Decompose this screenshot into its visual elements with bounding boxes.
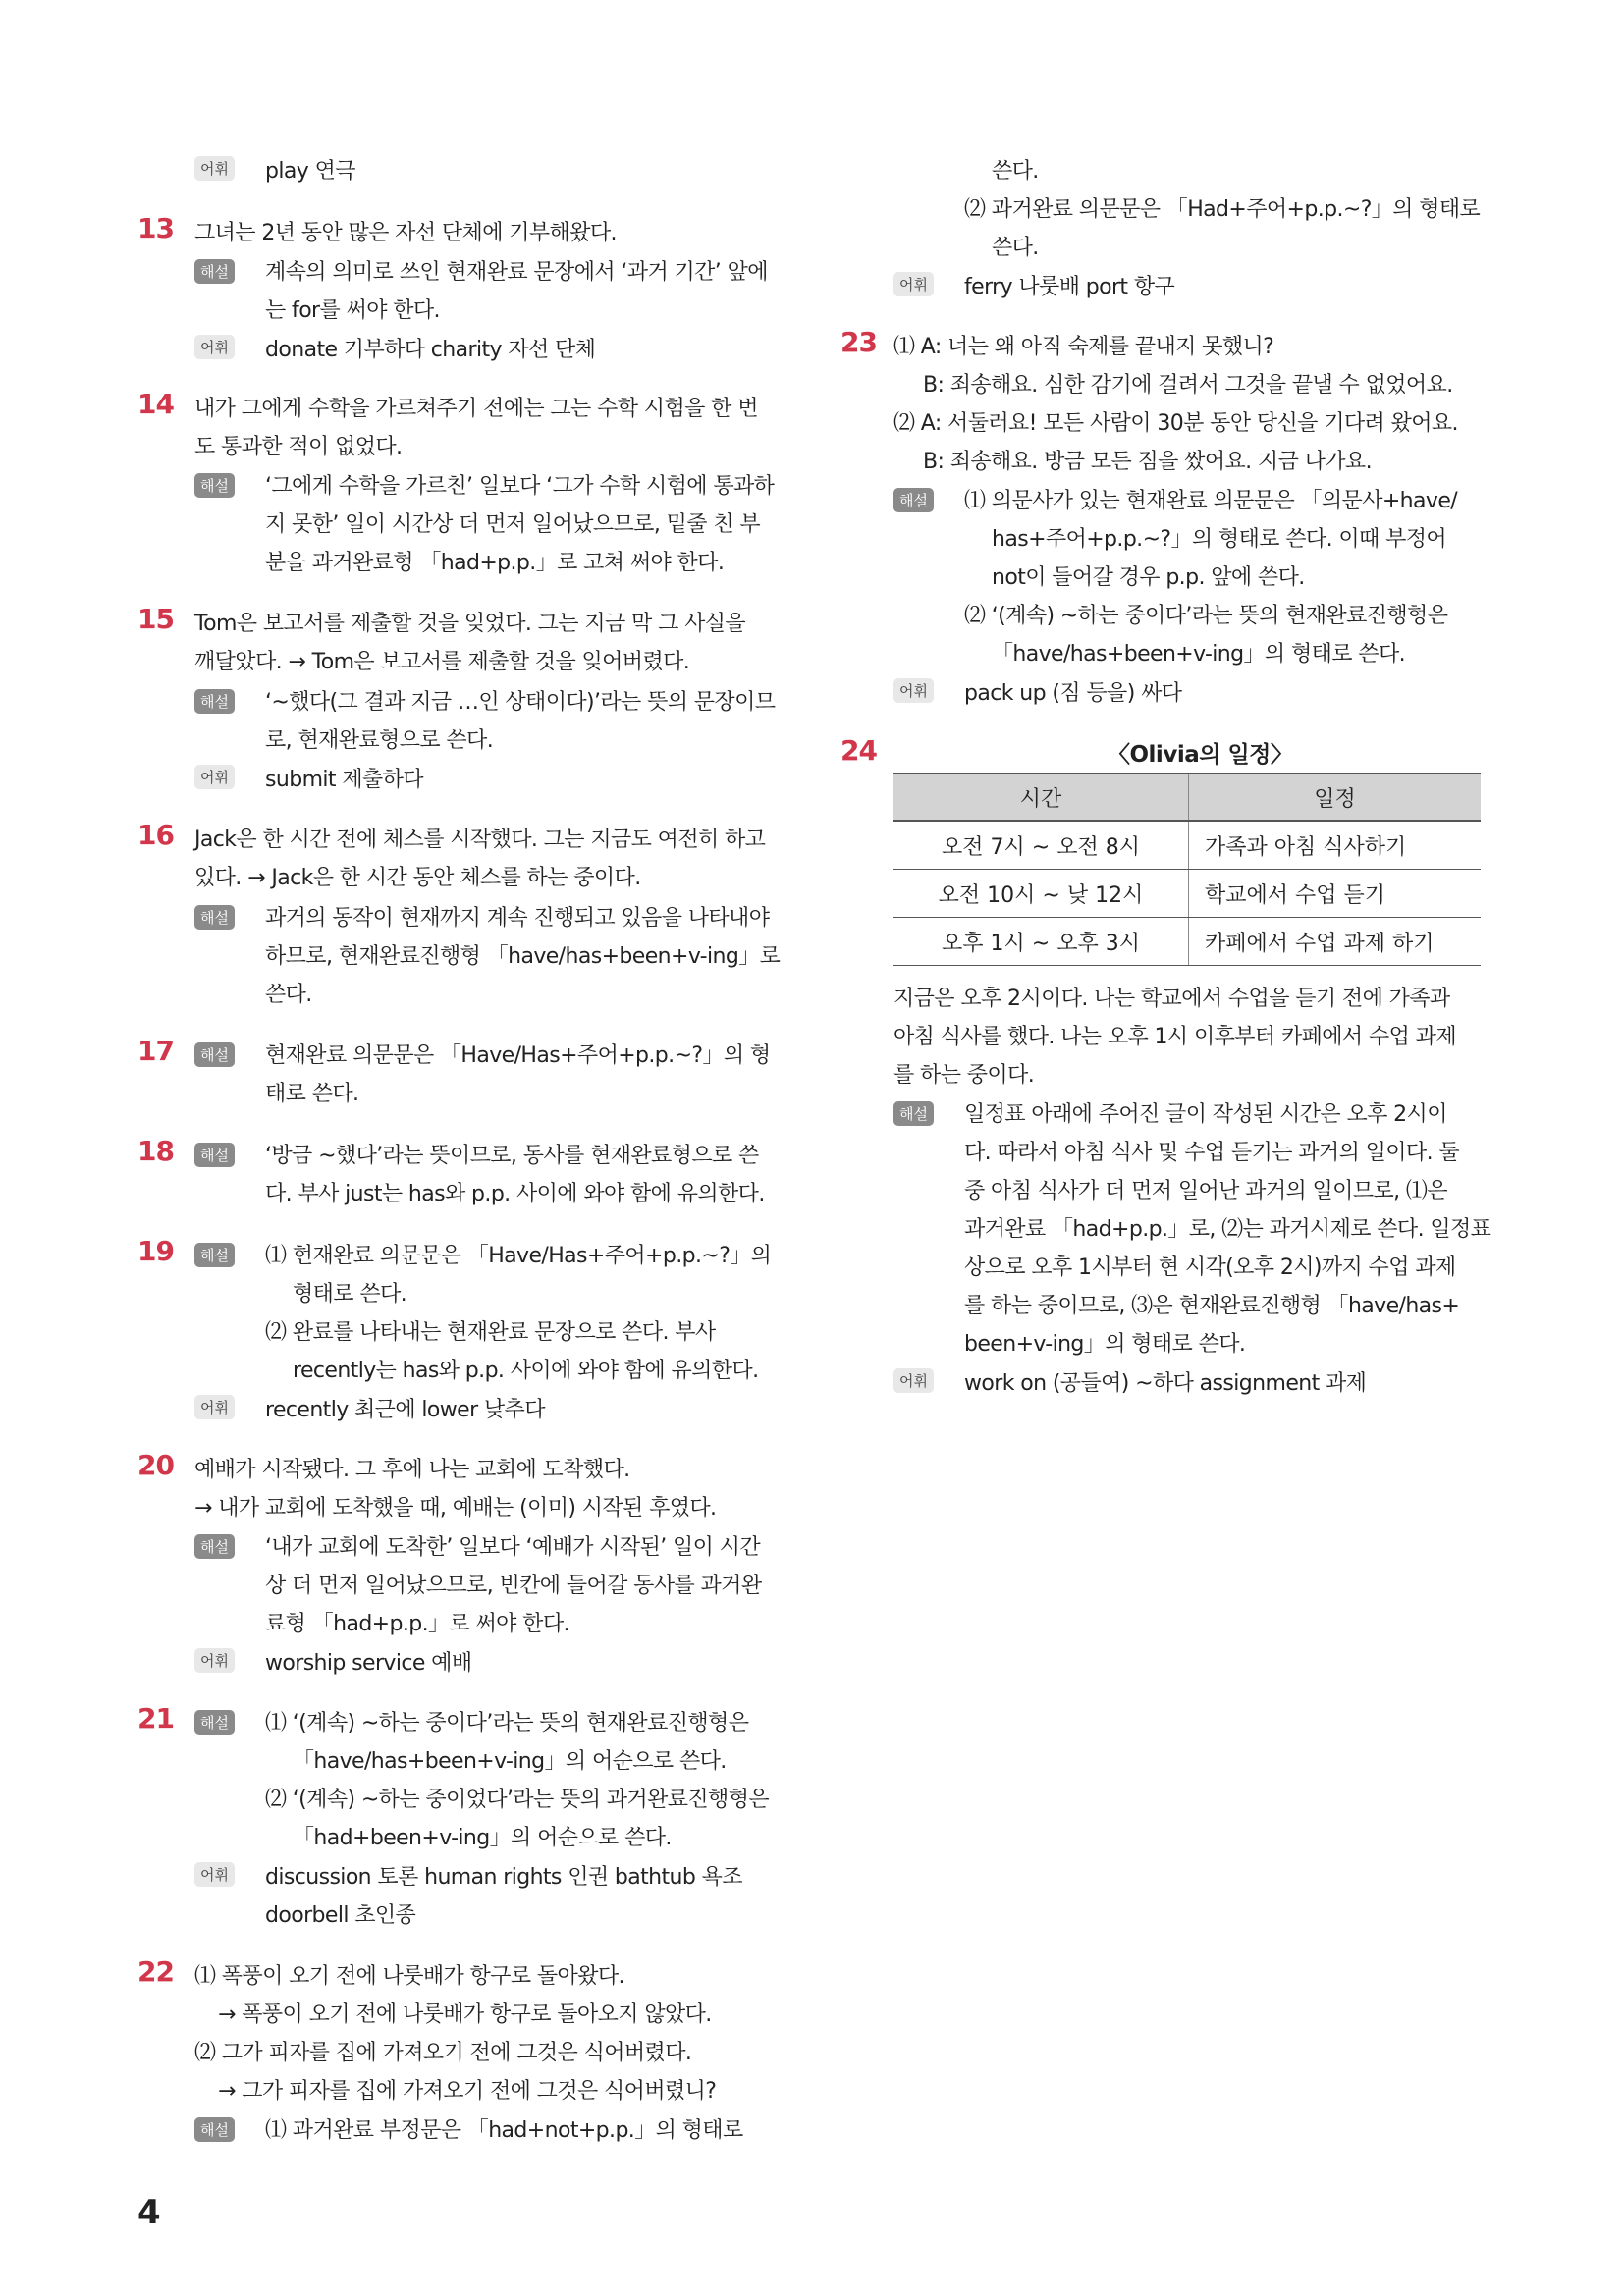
question-sentence: 깨달았다. → Tom은 보고서를 제출할 것을 잊어버렸다. [194, 650, 690, 674]
explanation-label: 해설 [194, 2117, 235, 2142]
question-number: 23 [840, 326, 877, 358]
question-sentence: Tom은 보고서를 제출할 것을 잊었다. 그는 지금 막 그 사실을 [194, 612, 746, 636]
page-number: 4 [137, 2193, 161, 2232]
explanation-line: ⑵ ‘(계속) ~하는 중이었다’라는 뜻의 과거완료진행형은 [265, 1788, 769, 1812]
vocab-text: work on (공들여) ~하다 assignment 과제 [964, 1371, 1367, 1396]
vocab-label: 어휘 [893, 1368, 934, 1393]
explanation-line: 중 아침 식사가 더 먼저 일어난 과거의 일이므로, ⑴은 [964, 1179, 1447, 1203]
explanation-line: has+주어+p.p.~?」의 형태로 쓴다. 이때 부정어 [992, 527, 1447, 552]
vocab-text: play 연극 [265, 159, 355, 184]
explanation-line: ‘그에게 수학을 가르친’ 일보다 ‘그가 수학 시험에 통과하 [265, 474, 775, 499]
vocab-label: 어휘 [893, 678, 934, 703]
explanation-line: 「had+been+v-ing」의 어순으로 쓴다. [293, 1826, 672, 1850]
vocab-label: 어휘 [194, 1862, 235, 1887]
explanation-label: 해설 [194, 1243, 235, 1267]
schedule-time-cell: 오전 10시 ~ 낮 12시 [893, 870, 1189, 918]
schedule-plan-cell: 카페에서 수업 과제 하기 [1189, 918, 1482, 966]
vocab-label: 어휘 [194, 1395, 235, 1419]
vocab-text: worship service 예배 [265, 1651, 472, 1676]
question-number: 15 [137, 603, 174, 635]
question-sentence: ⑴ 폭풍이 오기 전에 나룻배가 항구로 돌아왔다. [194, 1964, 624, 1989]
vocab-label: 어휘 [194, 156, 235, 181]
explanation-line: 지 못한’ 일이 시간상 더 먼저 일어났으므로, 밑줄 친 부 [265, 512, 761, 537]
question-number: 17 [137, 1035, 174, 1067]
vocab-text: pack up (짐 등을) 싸다 [964, 681, 1182, 706]
table-row [893, 821, 1481, 870]
schedule-time-cell: 오전 7시 ~ 오전 8시 [893, 821, 1189, 870]
explanation-line: 상으로 오후 1시부터 현 시각(오후 2시)까지 수업 과제 [964, 1255, 1456, 1280]
question-number: 19 [137, 1235, 174, 1267]
explanation-line: 다. 부사 just는 has와 p.p. 사이에 와야 함에 유의한다. [265, 1182, 765, 1206]
explanation-label: 해설 [194, 689, 235, 714]
question-number: 14 [137, 388, 174, 420]
passage-line: 아침 식사를 했다. 나는 오후 1시 이후부터 카페에서 수업 과제 [893, 1025, 1456, 1049]
table-row [893, 918, 1481, 966]
explanation-line: ‘방금 ~했다’라는 뜻이므로, 동사를 현재완료형으로 쓴 [265, 1144, 759, 1168]
explanation-line: 쓴다. [992, 159, 1039, 184]
explanation-line: recently는 has와 p.p. 사이에 와야 함에 유의한다. [293, 1359, 759, 1383]
explanation-line: 로, 현재완료형으로 쓴다. [265, 728, 494, 753]
schedule-header-time: 시간 [893, 774, 1189, 821]
schedule-time-cell: 오후 1시 ~ 오후 3시 [893, 918, 1189, 966]
question-number: 16 [137, 819, 174, 851]
explanation-line: ⑴ 과거완료 부정문은 「had+not+p.p.」의 형태로 [265, 2118, 743, 2143]
question-sentence: 있다. → Jack은 한 시간 동안 체스를 하는 중이다. [194, 866, 641, 890]
question-sentence: ⑵ 그가 피자를 집에 가져오기 전에 그것은 식어버렸다. [194, 2041, 692, 2065]
explanation-line: ⑴ 현재완료 의문문은 「Have/Has+주어+p.p.~?」의 [265, 1244, 772, 1268]
explanation-line: 료형 「had+p.p.」로 써야 한다. [265, 1612, 569, 1636]
vocab-text: donate 기부하다 charity 자선 단체 [265, 338, 596, 362]
explanation-label: 해설 [194, 1042, 235, 1067]
explanation-label: 해설 [194, 1143, 235, 1167]
vocab-label: 어휘 [194, 765, 235, 789]
explanation-label: 해설 [194, 905, 235, 930]
explanation-line: ⑵ 과거완료 의문문은 「Had+주어+p.p.~?」의 형태로 [964, 197, 1481, 222]
question-sentence: 도 통과한 적이 없었다. [194, 435, 403, 459]
schedule-header-plan: 일정 [1189, 774, 1482, 821]
explanation-label: 해설 [194, 1710, 235, 1735]
explanation-line: 쓴다. [992, 236, 1039, 260]
explanation-line: 분을 과거완료형 「had+p.p.」로 고쳐 써야 한다. [265, 551, 725, 575]
explanation-line: 를 하는 중이므로, ⑶은 현재완료진행형 「have/has+ [964, 1294, 1460, 1318]
vocab-text: doorbell 초인종 [265, 1903, 416, 1928]
table-row [893, 870, 1481, 918]
vocab-label: 어휘 [194, 1648, 235, 1673]
explanation-line: 형태로 쓴다. [293, 1282, 407, 1307]
dialogue-line: ⑵ A: 서둘러요! 모든 사람이 30분 동안 당신을 기다려 왔어요. [893, 411, 1458, 436]
explanation-line: not이 들어갈 경우 p.p. 앞에 쓴다. [992, 565, 1305, 590]
vocab-label: 어휘 [194, 335, 235, 359]
explanation-line: 는 for를 써야 한다. [265, 298, 440, 323]
question-number: 24 [840, 734, 877, 767]
schedule-plan-cell: 가족과 아침 식사하기 [1189, 821, 1482, 870]
question-number: 21 [137, 1702, 174, 1735]
schedule-table [893, 773, 1481, 966]
schedule-header-row [893, 774, 1481, 821]
question-sentence: → 폭풍이 오기 전에 나룻배가 항구로 돌아오지 않았다. [218, 2002, 712, 2027]
question-number: 13 [137, 212, 174, 244]
question-sentence: Jack은 한 시간 전에 체스를 시작했다. 그는 지금도 여전히 하고 [194, 828, 766, 852]
schedule-plan-cell: 학교에서 수업 듣기 [1189, 870, 1482, 918]
explanation-line: 태로 쓴다. [265, 1082, 359, 1106]
schedule-title: 〈Olivia의 일정〉 [1108, 742, 1293, 768]
dialogue-line: ⑴ A: 너는 왜 아직 숙제를 끝내지 못했니? [893, 335, 1274, 359]
explanation-label: 해설 [893, 488, 934, 512]
vocab-text: submit 제출하다 [265, 768, 423, 792]
explanation-label: 해설 [893, 1101, 934, 1126]
explanation-line: ⑵ ‘(계속) ~하는 중이다’라는 뜻의 현재완료진행형은 [964, 604, 1448, 628]
question-number: 18 [137, 1135, 174, 1167]
explanation-line: ‘~했다(그 결과 지금 …인 상태이다)’라는 뜻의 문장이므 [265, 690, 776, 715]
explanation-label: 해설 [194, 259, 235, 284]
explanation-line: ⑴ 의문사가 있는 현재완료 의문문은 「의문사+have/ [964, 489, 1458, 513]
explanation-line: ‘내가 교회에 도착한’ 일보다 ‘예배가 시작된’ 일이 시간 [265, 1535, 761, 1560]
question-number: 20 [137, 1449, 174, 1481]
explanation-line: 「have/has+been+v-ing」의 형태로 쓴다. [992, 642, 1406, 667]
explanation-line: ⑴ ‘(계속) ~하는 중이다’라는 뜻의 현재완료진행형은 [265, 1711, 749, 1735]
vocab-text: ferry 나룻배 port 항구 [964, 275, 1175, 299]
question-sentence: → 그가 피자를 집에 가져오기 전에 그것은 식어버렸니? [218, 2079, 717, 2104]
vocab-label: 어휘 [893, 272, 934, 296]
explanation-line: 상 더 먼저 일어났으므로, 빈칸에 들어갈 동사를 과거완 [265, 1574, 762, 1598]
explanation-line: 계속의 의미로 쓰인 현재완료 문장에서 ‘과거 기간’ 앞에 [265, 260, 768, 285]
passage-line: 지금은 오후 2시이다. 나는 학교에서 수업을 듣기 전에 가족과 [893, 987, 1450, 1011]
vocab-text: discussion 토론 human rights 인권 bathtub 욕조 [265, 1865, 742, 1890]
explanation-line: 다. 따라서 아침 식사 및 수업 듣기는 과거의 일이다. 둘 [964, 1141, 1460, 1165]
dialogue-line: B: 죄송해요. 심한 감기에 걸려서 그것을 끝낼 수 없었어요. [923, 373, 1453, 398]
explanation-line: ⑵ 완료를 나타내는 현재완료 문장으로 쓴다. 부사 [265, 1320, 716, 1345]
question-number: 22 [137, 1955, 174, 1988]
dialogue-line: B: 죄송해요. 방금 모든 짐을 쌌어요. 지금 나가요. [923, 450, 1372, 474]
explanation-label: 해설 [194, 473, 235, 498]
explanation-line: 현재완료 의문문은 「Have/Has+주어+p.p.~?」의 형 [265, 1043, 771, 1068]
explanation-line: 일정표 아래에 주어진 글이 작성된 시간은 오후 2시이 [964, 1102, 1447, 1127]
vocab-text: recently 최근에 lower 낮추다 [265, 1398, 545, 1422]
question-sentence: 예배가 시작됐다. 그 후에 나는 교회에 도착했다. [194, 1458, 630, 1482]
question-sentence: 내가 그에게 수학을 가르쳐주기 전에는 그는 수학 시험을 한 번 [194, 397, 758, 421]
question-sentence: 그녀는 2년 동안 많은 자선 단체에 기부해왔다. [194, 221, 617, 245]
explanation-line: 하므로, 현재완료진행형 「have/has+been+v-ing」로 [265, 944, 781, 969]
explanation-line: 「have/has+been+v-ing」의 어순으로 쓴다. [293, 1749, 727, 1774]
explanation-line: 과거의 동작이 현재까지 계속 진행되고 있음을 나타내야 [265, 906, 770, 931]
question-sentence: → 내가 교회에 도착했을 때, 예배는 (이미) 시작된 후였다. [194, 1496, 717, 1521]
explanation-line: 과거완료 「had+p.p.」로, ⑵는 과거시제로 쓴다. 일정표 [964, 1217, 1491, 1242]
passage-line: 를 하는 중이다. [893, 1063, 1035, 1088]
explanation-line: been+v-ing」의 형태로 쓴다. [964, 1332, 1246, 1357]
explanation-label: 해설 [194, 1534, 235, 1559]
explanation-line: 쓴다. [265, 983, 312, 1007]
